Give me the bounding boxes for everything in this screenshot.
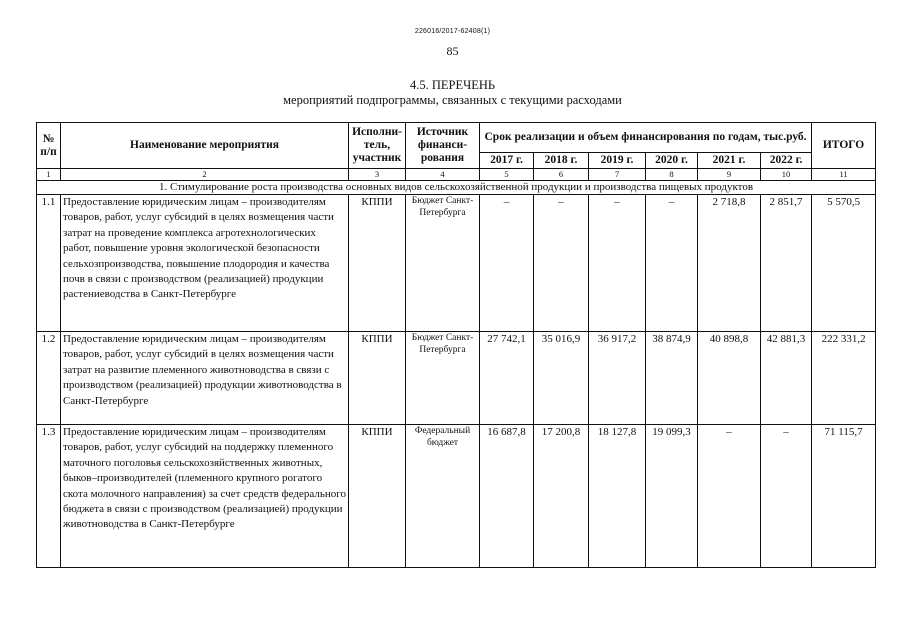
year-value: 2 851,7 xyxy=(761,195,812,332)
year-value: – xyxy=(761,425,812,568)
year-value: 40 898,8 xyxy=(698,332,761,425)
year-value: 36 917,2 xyxy=(589,332,646,425)
header-total: ИТОГО xyxy=(812,123,876,169)
header-year: 2021 г. xyxy=(698,153,761,169)
header-year: 2018 г. xyxy=(534,153,589,169)
row-number: 1.3 xyxy=(37,425,61,568)
activity-name: Предоставление юридическим лицам – производителям товаров, работ, услуг субсидий на поддержку племенного маточного поголовья сельскохозяйственных животных, быков–производителей (племенного крупного рогатого скота молочного направления) за счет средств федерального бюджета в связи с производством (реализацией) продукции животноводства в Санкт-Петербурге xyxy=(61,425,349,568)
header-funding-source: Источник финанси-рования xyxy=(406,123,480,169)
executor: КППИ xyxy=(349,332,406,425)
header-year: 2020 г. xyxy=(646,153,698,169)
funding-source: Бюджет Санкт-Петербурга xyxy=(406,332,480,425)
column-numbers-row xyxy=(37,169,876,181)
column-number: 11 xyxy=(812,169,876,181)
year-value: 17 200,8 xyxy=(534,425,589,568)
row-total: 71 115,7 xyxy=(812,425,876,568)
header-year: 2022 г. xyxy=(761,153,812,169)
column-number: 1 xyxy=(37,169,61,181)
section-heading: 1. Стимулирование роста производства основных видов сельскохозяйственной продукции и производства пищевых продуктов xyxy=(37,181,876,195)
table-row xyxy=(37,425,876,568)
table-row xyxy=(37,332,876,425)
year-value: – xyxy=(589,195,646,332)
column-number: 6 xyxy=(534,169,589,181)
year-value: 38 874,9 xyxy=(646,332,698,425)
column-number: 4 xyxy=(406,169,480,181)
header-activity-name: Наименование мероприятия xyxy=(61,123,349,169)
year-value: 35 016,9 xyxy=(534,332,589,425)
header-executor: Исполни-тель, участник xyxy=(349,123,406,169)
column-number: 10 xyxy=(761,169,812,181)
row-number: 1.1 xyxy=(37,195,61,332)
year-value: – xyxy=(646,195,698,332)
table-header-row xyxy=(37,123,876,153)
column-number: 3 xyxy=(349,169,406,181)
column-number: 8 xyxy=(646,169,698,181)
document-registration-number: 226016/2017-62408(1) xyxy=(414,28,491,35)
year-value: 42 881,3 xyxy=(761,332,812,425)
year-value: 19 099,3 xyxy=(646,425,698,568)
year-value: 27 742,1 xyxy=(480,332,534,425)
row-total: 222 331,2 xyxy=(812,332,876,425)
year-value: 16 687,8 xyxy=(480,425,534,568)
activity-name: Предоставление юридическим лицам – производителям товаров, работ, услуг субсидий в целях возмещения части затрат на проведение комплекса агротехнологических работ, повышение уровня экологической безопасности сельхозпроизводства, повышение плодородия и качества почв в связи с производством (реализацией) продукции растениеводства в Санкт-Петербурге xyxy=(61,195,349,332)
year-value: 2 718,8 xyxy=(698,195,761,332)
column-number: 5 xyxy=(480,169,534,181)
column-number: 9 xyxy=(698,169,761,181)
year-value: – xyxy=(480,195,534,332)
funding-source: Федеральный бюджет xyxy=(406,425,480,568)
column-number: 7 xyxy=(589,169,646,181)
executor: КППИ xyxy=(349,195,406,332)
section-title: 4.5. ПЕРЕЧЕНЬ xyxy=(409,78,496,92)
header-number: № п/п xyxy=(37,123,61,169)
column-number: 2 xyxy=(61,169,349,181)
activities-table xyxy=(36,122,876,568)
year-value: – xyxy=(534,195,589,332)
section-row xyxy=(37,181,876,195)
funding-source: Бюджет Санкт-Петербурга xyxy=(406,195,480,332)
executor: КППИ xyxy=(349,425,406,568)
year-value: 18 127,8 xyxy=(589,425,646,568)
page-number: 85 xyxy=(446,44,459,58)
row-total: 5 570,5 xyxy=(812,195,876,332)
header-period-and-funding: Срок реализации и объем финансирования по годам, тыс.руб. xyxy=(480,123,812,153)
row-number: 1.2 xyxy=(37,332,61,425)
year-value: – xyxy=(698,425,761,568)
header-year: 2019 г. xyxy=(589,153,646,169)
table-row xyxy=(37,195,876,332)
section-subtitle: мероприятий подпрограммы, связанных с текущими расходами xyxy=(283,93,622,107)
activity-name: Предоставление юридическим лицам – производителям товаров, работ, услуг субсидий в целях возмещения части затрат на развитие племенного животноводства в связи с производством (реализацией) продукции животноводства в Санкт-Петербурге xyxy=(61,332,349,425)
header-year: 2017 г. xyxy=(480,153,534,169)
